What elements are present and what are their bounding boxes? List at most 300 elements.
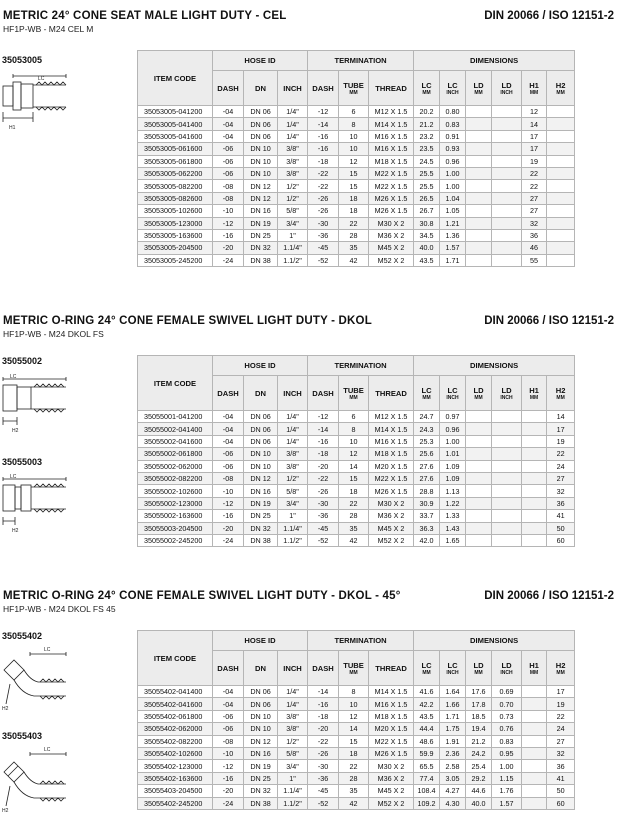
cell-hose-dash: -04 <box>213 423 244 435</box>
cell-term-tube: 10 <box>339 143 369 155</box>
header-hose-id: HOSE ID <box>213 631 308 651</box>
table-row <box>138 423 575 435</box>
svg-text:LC: LC <box>10 374 17 380</box>
cell-term-dash: -12 <box>308 106 339 118</box>
cell-dim-lc-inch: 1.00 <box>440 435 466 447</box>
cell-term-dash: -36 <box>308 510 339 522</box>
cell-dim-lc-inch: 1.00 <box>440 167 466 179</box>
cell-hose-dn: DN 12 <box>244 192 278 204</box>
cell-term-dash: -20 <box>308 460 339 472</box>
cell-dim-h1 <box>522 698 547 710</box>
cell-dim-lc-inch: 0.93 <box>440 143 466 155</box>
cell-term-dash: -30 <box>308 760 339 772</box>
cell-term-thread: M12 X 1.5 <box>369 106 414 118</box>
header-tube: TUBE MM <box>339 376 369 411</box>
cell-dim-lc-mm: 28.8 <box>414 485 440 497</box>
cell-hose-dn: DN 32 <box>244 785 278 797</box>
product-code-label: 35055403 <box>2 731 43 741</box>
cell-dim-h2: 36 <box>547 497 575 509</box>
cell-dim-lc-mm: 108.4 <box>414 785 440 797</box>
cell-term-tube: 35 <box>339 785 369 797</box>
cell-hose-dn: DN 06 <box>244 698 278 710</box>
cell-item-code: 35053005-163600 <box>138 229 213 241</box>
cell-term-thread: M26 X 1.5 <box>369 205 414 217</box>
header-term-dash: DASH <box>308 651 339 686</box>
cell-dim-h1 <box>522 472 547 484</box>
section-title: METRIC O-RING 24° CONE FEMALE SWIVEL LIGHT DUTY - DKOL <box>3 315 372 327</box>
cell-dim-lc-inch: 4.30 <box>440 797 466 809</box>
cell-term-thread: M45 X 2 <box>369 785 414 797</box>
svg-text:LC: LC <box>44 647 51 653</box>
cell-hose-inch: 3/8" <box>278 167 308 179</box>
header-inch: INCH <box>278 71 308 106</box>
cell-item-code: 35053005-082600 <box>138 192 213 204</box>
cell-dim-ld-inch <box>492 192 522 204</box>
cell-dim-lc-inch: 4.27 <box>440 785 466 797</box>
cell-term-tube: 8 <box>339 118 369 130</box>
cell-dim-ld-mm <box>466 242 492 254</box>
cell-term-thread: M36 X 2 <box>369 510 414 522</box>
header-termination: TERMINATION <box>308 51 414 71</box>
cell-hose-dn: DN 06 <box>244 423 278 435</box>
cell-dim-lc-mm: 20.2 <box>414 106 440 118</box>
cell-dim-ld-mm <box>466 192 492 204</box>
cell-term-tube: 28 <box>339 772 369 784</box>
cell-dim-lc-mm: 25.6 <box>414 448 440 460</box>
table-row <box>138 155 575 167</box>
cell-hose-dn: DN 16 <box>244 747 278 759</box>
cell-item-code: 35055002-245200 <box>138 534 213 546</box>
cell-dim-ld-mm <box>466 534 492 546</box>
cell-dim-ld-inch: 1.57 <box>492 797 522 809</box>
table-row <box>138 242 575 254</box>
section-standard: DIN 20066 / ISO 12151-2 <box>484 10 614 22</box>
cell-dim-lc-mm: 25.5 <box>414 180 440 192</box>
table-row <box>138 143 575 155</box>
cell-dim-ld-inch <box>492 510 522 522</box>
cell-item-code: 35053005-123000 <box>138 217 213 229</box>
cell-dim-lc-inch: 2.58 <box>440 760 466 772</box>
cell-dim-ld-inch <box>492 448 522 460</box>
cell-term-thread: M26 X 1.5 <box>369 485 414 497</box>
header-ld-inch: LD INCH <box>492 71 522 106</box>
cell-dim-h1: 55 <box>522 254 547 266</box>
table-row <box>138 229 575 241</box>
header-termination: TERMINATION <box>308 631 414 651</box>
cell-dim-ld-inch <box>492 205 522 217</box>
cell-hose-dash: -12 <box>213 217 244 229</box>
cell-term-thread: M36 X 2 <box>369 772 414 784</box>
cell-dim-ld-inch <box>492 472 522 484</box>
cell-dim-h2: 19 <box>547 698 575 710</box>
cell-dim-lc-inch: 0.80 <box>440 106 466 118</box>
cell-item-code: 35055402-041400 <box>138 686 213 698</box>
cell-term-thread: M22 X 1.5 <box>369 167 414 179</box>
cell-dim-h1 <box>522 710 547 722</box>
cell-dim-lc-inch: 1.33 <box>440 510 466 522</box>
cell-hose-dn: DN 06 <box>244 106 278 118</box>
cell-dim-lc-mm: 77.4 <box>414 772 440 784</box>
cell-item-code: 35053005-245200 <box>138 254 213 266</box>
cell-hose-inch: 1" <box>278 772 308 784</box>
cell-hose-inch: 1.1/2" <box>278 797 308 809</box>
cell-term-tube: 12 <box>339 155 369 167</box>
cell-item-code: 35055402-041600 <box>138 698 213 710</box>
cell-dim-ld-mm: 17.8 <box>466 698 492 710</box>
cell-hose-dn: DN 06 <box>244 118 278 130</box>
cell-term-tube: 42 <box>339 534 369 546</box>
cell-hose-dn: DN 32 <box>244 242 278 254</box>
cell-dim-h2 <box>547 143 575 155</box>
cell-hose-inch: 1/4" <box>278 435 308 447</box>
cell-dim-ld-inch <box>492 130 522 142</box>
cell-hose-inch: 3/8" <box>278 155 308 167</box>
cell-dim-ld-mm <box>466 497 492 509</box>
cell-dim-ld-mm <box>466 130 492 142</box>
cell-hose-inch: 3/8" <box>278 143 308 155</box>
cell-term-dash: -14 <box>308 686 339 698</box>
cell-term-dash: -26 <box>308 747 339 759</box>
table-row <box>138 785 575 797</box>
cell-dim-lc-mm: 24.5 <box>414 155 440 167</box>
cell-dim-ld-mm <box>466 229 492 241</box>
cell-hose-dash: -06 <box>213 448 244 460</box>
header-ld-inch: LD INCH <box>492 651 522 686</box>
fitting-drawing <box>0 473 70 533</box>
cell-item-code: 35055402-102600 <box>138 747 213 759</box>
header-dimensions: DIMENSIONS <box>414 631 575 651</box>
cell-dim-h1: 32 <box>522 217 547 229</box>
cell-hose-dn: DN 16 <box>244 205 278 217</box>
cell-hose-inch: 1/2" <box>278 472 308 484</box>
cell-item-code: 35053005-102600 <box>138 205 213 217</box>
cell-dim-ld-mm: 17.6 <box>466 686 492 698</box>
spec-table <box>137 50 575 267</box>
cell-dim-ld-mm <box>466 143 492 155</box>
cell-dim-ld-inch <box>492 143 522 155</box>
header-lc-inch: LC INCH <box>440 376 466 411</box>
cell-hose-dn: DN 06 <box>244 411 278 423</box>
header-h1: H1 MM <box>522 651 547 686</box>
cell-hose-dn: DN 10 <box>244 155 278 167</box>
cell-term-tube: 35 <box>339 522 369 534</box>
cell-hose-dn: DN 19 <box>244 217 278 229</box>
header-lc-mm: LC MM <box>414 651 440 686</box>
cell-hose-dash: -06 <box>213 155 244 167</box>
cell-dim-ld-mm <box>466 423 492 435</box>
cell-dim-h1: 22 <box>522 167 547 179</box>
cell-dim-h1 <box>522 797 547 809</box>
cell-hose-dn: DN 32 <box>244 522 278 534</box>
fitting-drawing <box>0 373 70 433</box>
cell-dim-ld-mm <box>466 448 492 460</box>
cell-hose-dn: DN 06 <box>244 435 278 447</box>
cell-item-code: 35055002-041600 <box>138 435 213 447</box>
cell-hose-dash: -06 <box>213 723 244 735</box>
cell-dim-h2: 14 <box>547 411 575 423</box>
header-hose-id: HOSE ID <box>213 356 308 376</box>
cell-dim-lc-inch: 0.96 <box>440 155 466 167</box>
cell-hose-dash: -10 <box>213 205 244 217</box>
table-row <box>138 735 575 747</box>
header-term-dash: DASH <box>308 71 339 106</box>
cell-dim-h1 <box>522 448 547 460</box>
header-h2: H2 MM <box>547 71 575 106</box>
table-row <box>138 472 575 484</box>
header-inch: INCH <box>278 651 308 686</box>
cell-dim-ld-inch <box>492 106 522 118</box>
cell-dim-ld-mm: 21.2 <box>466 735 492 747</box>
cell-hose-dn: DN 19 <box>244 497 278 509</box>
cell-hose-inch: 3/4" <box>278 760 308 772</box>
header-ld-inch: LD INCH <box>492 376 522 411</box>
cell-dim-lc-mm: 43.5 <box>414 254 440 266</box>
cell-term-dash: -20 <box>308 723 339 735</box>
cell-hose-inch: 1.1/4" <box>278 785 308 797</box>
header-h1: H1 MM <box>522 71 547 106</box>
cell-dim-h1 <box>522 522 547 534</box>
cell-dim-lc-mm: 42.0 <box>414 534 440 546</box>
cell-dim-h2 <box>547 254 575 266</box>
section-dkol-45 <box>0 590 626 836</box>
cell-dim-lc-inch: 1.75 <box>440 723 466 735</box>
cell-hose-inch: 3/8" <box>278 723 308 735</box>
cell-dim-lc-mm: 27.6 <box>414 472 440 484</box>
fitting-drawing <box>0 744 70 814</box>
cell-dim-ld-inch: 0.76 <box>492 723 522 735</box>
cell-term-tube: 6 <box>339 106 369 118</box>
header-termination: TERMINATION <box>308 356 414 376</box>
cell-dim-h2 <box>547 192 575 204</box>
svg-text:H2: H2 <box>12 428 19 433</box>
cell-item-code: 35053005-041200 <box>138 106 213 118</box>
cell-dim-ld-mm <box>466 485 492 497</box>
header-dash: DASH <box>213 376 244 411</box>
cell-dim-lc-inch: 1.00 <box>440 180 466 192</box>
cell-dim-ld-mm <box>466 106 492 118</box>
cell-hose-dash: -08 <box>213 192 244 204</box>
spec-table <box>137 355 575 547</box>
cell-dim-h1 <box>522 423 547 435</box>
cell-dim-h1 <box>522 785 547 797</box>
cell-term-thread: M30 X 2 <box>369 217 414 229</box>
cell-dim-lc-inch: 1.22 <box>440 497 466 509</box>
cell-term-tube: 8 <box>339 423 369 435</box>
cell-dim-ld-mm <box>466 217 492 229</box>
cell-term-tube: 14 <box>339 723 369 735</box>
cell-hose-inch: 1/4" <box>278 423 308 435</box>
cell-hose-dn: DN 06 <box>244 130 278 142</box>
cell-dim-ld-mm: 19.4 <box>466 723 492 735</box>
cell-dim-h2: 41 <box>547 510 575 522</box>
cell-dim-h2: 17 <box>547 423 575 435</box>
cell-dim-lc-inch: 1.21 <box>440 217 466 229</box>
cell-dim-ld-mm <box>466 118 492 130</box>
header-lc-inch: LC INCH <box>440 71 466 106</box>
cell-term-thread: M16 X 1.5 <box>369 143 414 155</box>
cell-dim-lc-mm: 27.6 <box>414 460 440 472</box>
cell-hose-dn: DN 16 <box>244 485 278 497</box>
cell-dim-lc-inch: 1.09 <box>440 460 466 472</box>
header-dn: DN <box>244 376 278 411</box>
cell-dim-ld-inch <box>492 180 522 192</box>
header-tube: TUBE MM <box>339 651 369 686</box>
cell-dim-h2: 24 <box>547 723 575 735</box>
header-dn: DN <box>244 71 278 106</box>
cell-term-dash: -52 <box>308 254 339 266</box>
cell-dim-lc-mm: 109.2 <box>414 797 440 809</box>
cell-term-thread: M45 X 2 <box>369 522 414 534</box>
cell-hose-dash: -08 <box>213 472 244 484</box>
cell-term-tube: 18 <box>339 205 369 217</box>
cell-dim-h2: 60 <box>547 534 575 546</box>
table-row <box>138 510 575 522</box>
cell-term-tube: 8 <box>339 686 369 698</box>
cell-term-tube: 15 <box>339 180 369 192</box>
cell-dim-lc-mm: 40.0 <box>414 242 440 254</box>
fitting-drawing <box>0 644 70 714</box>
cell-dim-lc-inch: 1.04 <box>440 192 466 204</box>
cell-hose-dn: DN 10 <box>244 448 278 460</box>
cell-dim-lc-inch: 0.83 <box>440 118 466 130</box>
cell-dim-ld-inch <box>492 485 522 497</box>
cell-dim-h1 <box>522 485 547 497</box>
header-dn: DN <box>244 651 278 686</box>
cell-item-code: 35055002-041400 <box>138 423 213 435</box>
cell-item-code: 35055003-204500 <box>138 522 213 534</box>
cell-hose-dash: -04 <box>213 118 244 130</box>
table-row <box>138 448 575 460</box>
cell-term-thread: M14 X 1.5 <box>369 118 414 130</box>
cell-item-code: 35055002-062000 <box>138 460 213 472</box>
cell-item-code: 35055002-061800 <box>138 448 213 460</box>
cell-term-tube: 6 <box>339 411 369 423</box>
cell-dim-h2 <box>547 118 575 130</box>
cell-term-dash: -45 <box>308 785 339 797</box>
cell-dim-h2 <box>547 130 575 142</box>
cell-hose-dash: -10 <box>213 485 244 497</box>
cell-dim-h1: 22 <box>522 180 547 192</box>
cell-dim-ld-mm <box>466 167 492 179</box>
cell-dim-h2 <box>547 229 575 241</box>
product-code-label: 35055402 <box>2 631 43 641</box>
cell-hose-dash: -06 <box>213 710 244 722</box>
cell-dim-h1: 27 <box>522 192 547 204</box>
cell-hose-inch: 5/8" <box>278 747 308 759</box>
cell-term-thread: M52 X 2 <box>369 797 414 809</box>
cell-dim-ld-inch: 0.69 <box>492 686 522 698</box>
cell-dim-lc-mm: 43.5 <box>414 710 440 722</box>
cell-hose-inch: 3/8" <box>278 448 308 460</box>
cell-term-tube: 15 <box>339 735 369 747</box>
svg-text:LC: LC <box>38 76 45 82</box>
cell-hose-dash: -16 <box>213 510 244 522</box>
cell-hose-dash: -04 <box>213 686 244 698</box>
cell-dim-ld-mm <box>466 180 492 192</box>
header-h2: H2 MM <box>547 651 575 686</box>
cell-term-dash: -12 <box>308 411 339 423</box>
cell-term-tube: 42 <box>339 254 369 266</box>
table-row <box>138 698 575 710</box>
cell-hose-inch: 1/4" <box>278 686 308 698</box>
cell-dim-ld-inch <box>492 435 522 447</box>
cell-dim-ld-inch <box>492 423 522 435</box>
section-cel <box>0 10 626 295</box>
cell-term-tube: 22 <box>339 497 369 509</box>
cell-term-tube: 14 <box>339 460 369 472</box>
cell-dim-ld-inch <box>492 534 522 546</box>
cell-term-thread: M36 X 2 <box>369 229 414 241</box>
cell-term-dash: -18 <box>308 710 339 722</box>
cell-dim-h2 <box>547 180 575 192</box>
cell-dim-lc-inch: 1.65 <box>440 534 466 546</box>
svg-text:H2: H2 <box>12 528 19 533</box>
header-ld-mm: LD MM <box>466 651 492 686</box>
cell-hose-dn: DN 25 <box>244 772 278 784</box>
cell-term-thread: M14 X 1.5 <box>369 423 414 435</box>
cell-dim-ld-mm: 18.5 <box>466 710 492 722</box>
cell-dim-ld-inch: 1.15 <box>492 772 522 784</box>
cell-hose-inch: 1/4" <box>278 698 308 710</box>
cell-hose-inch: 3/4" <box>278 217 308 229</box>
cell-term-thread: M30 X 2 <box>369 760 414 772</box>
cell-hose-inch: 3/8" <box>278 460 308 472</box>
cell-dim-h2 <box>547 242 575 254</box>
cell-term-thread: M16 X 1.5 <box>369 435 414 447</box>
cell-hose-dash: -10 <box>213 747 244 759</box>
cell-dim-h2: 27 <box>547 472 575 484</box>
table-row <box>138 497 575 509</box>
cell-term-dash: -52 <box>308 797 339 809</box>
cell-term-thread: M22 X 1.5 <box>369 180 414 192</box>
header-ld-mm: LD MM <box>466 71 492 106</box>
cell-dim-ld-mm: 44.6 <box>466 785 492 797</box>
cell-term-dash: -26 <box>308 205 339 217</box>
section-subtitle: HF1P-WB - M24 CEL M <box>3 24 94 34</box>
cell-item-code: 35053005-041400 <box>138 118 213 130</box>
cell-dim-h1: 46 <box>522 242 547 254</box>
cell-term-tube: 42 <box>339 797 369 809</box>
cell-dim-lc-mm: 24.3 <box>414 423 440 435</box>
cell-dim-ld-mm <box>466 254 492 266</box>
cell-term-thread: M20 X 1.5 <box>369 460 414 472</box>
cell-dim-h1 <box>522 772 547 784</box>
cell-hose-dn: DN 12 <box>244 735 278 747</box>
cell-item-code: 35055402-061800 <box>138 710 213 722</box>
cell-dim-ld-mm <box>466 435 492 447</box>
cell-item-code: 35055402-062000 <box>138 723 213 735</box>
cell-term-dash: -16 <box>308 435 339 447</box>
cell-dim-h1: 12 <box>522 106 547 118</box>
cell-term-tube: 22 <box>339 217 369 229</box>
section-standard: DIN 20066 / ISO 12151-2 <box>484 315 614 327</box>
cell-hose-dn: DN 10 <box>244 167 278 179</box>
cell-dim-ld-inch: 0.70 <box>492 698 522 710</box>
cell-hose-dash: -04 <box>213 106 244 118</box>
cell-hose-inch: 3/4" <box>278 497 308 509</box>
table-row <box>138 118 575 130</box>
cell-term-tube: 10 <box>339 698 369 710</box>
header-item-code: ITEM CODE <box>138 356 213 411</box>
cell-item-code: 35055402-123000 <box>138 760 213 772</box>
table-row <box>138 411 575 423</box>
spec-table <box>137 630 575 810</box>
cell-term-thread: M14 X 1.5 <box>369 686 414 698</box>
cell-hose-inch: 1.1/4" <box>278 242 308 254</box>
cell-term-thread: M30 X 2 <box>369 497 414 509</box>
cell-item-code: 35055002-102600 <box>138 485 213 497</box>
svg-text:H1: H1 <box>9 125 16 131</box>
